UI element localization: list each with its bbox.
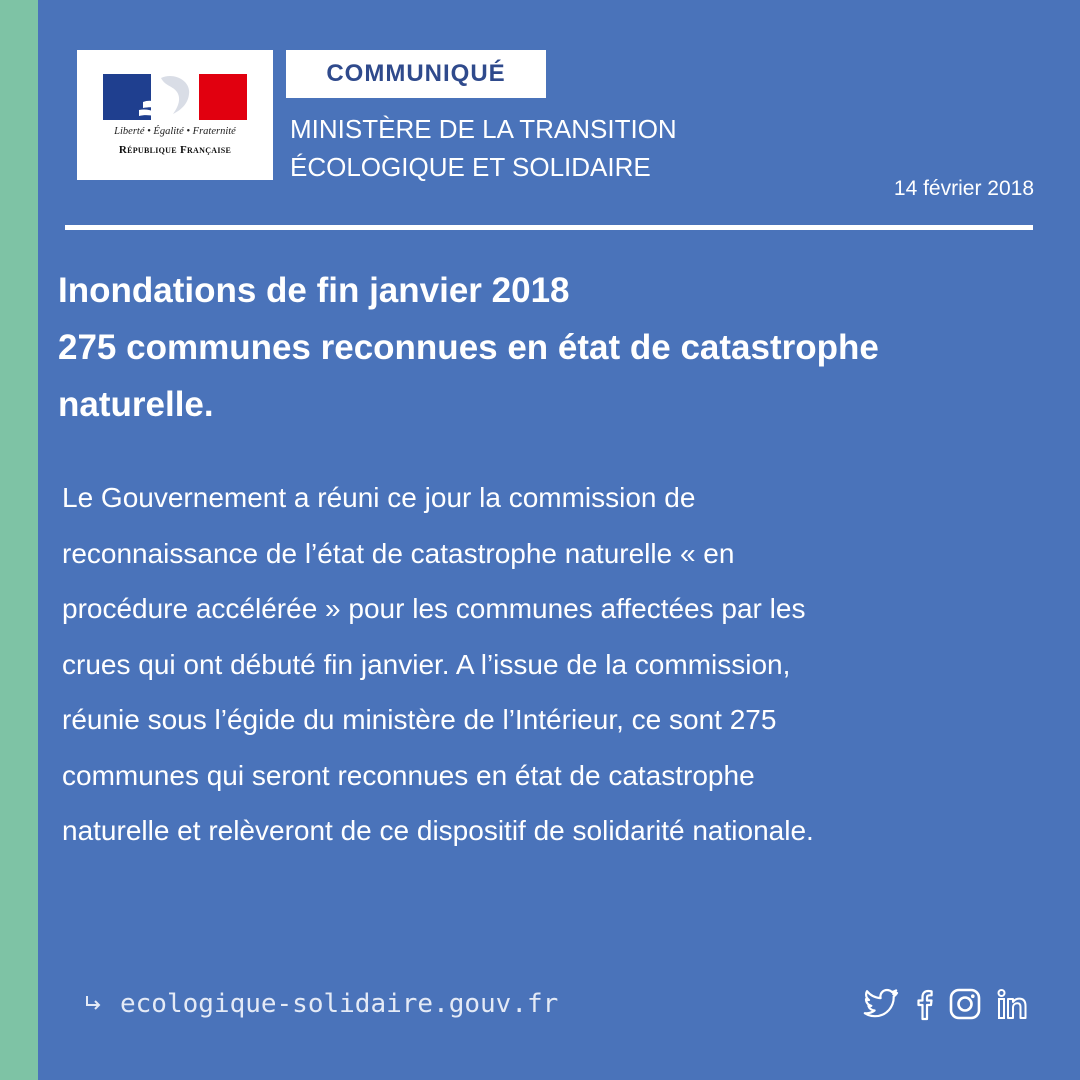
- body-line: réunie sous l’égide du ministère de l’Intérieur, ce sont 275: [62, 704, 777, 735]
- logo-republique-name: République Française: [118, 144, 232, 156]
- body-paragraph: [62, 470, 1022, 859]
- republique-francaise-logo: [77, 50, 273, 180]
- header-divider: [65, 225, 1033, 230]
- headline-line: Inondations de fin janvier 2018: [58, 271, 570, 310]
- twitter-icon[interactable]: [862, 986, 900, 1022]
- headline-line: 275 communes reconnues en état de catastrophe: [58, 328, 879, 367]
- left-accent-stripe: [0, 0, 38, 1080]
- ministry-name: [290, 110, 677, 186]
- marianne-flag-emblem: [103, 74, 247, 120]
- website-link[interactable]: [82, 984, 558, 1024]
- body-line: reconnaissance de l’état de catastrophe naturelle « en: [62, 537, 735, 569]
- instagram-icon[interactable]: [948, 986, 982, 1022]
- headline-line: naturelle.: [58, 385, 214, 424]
- body-line: crues qui ont débuté fin janvier. A l’issue de la commission,: [62, 648, 791, 680]
- ministry-line-1: MINISTÈRE DE LA TRANSITION: [290, 114, 677, 144]
- ministry-line-2: ÉCOLOGIQUE ET SOLIDAIRE: [290, 152, 651, 182]
- body-line: communes qui seront reconnues en état de catastrophe: [62, 759, 755, 791]
- body-line: naturelle et relèveront de ce dispositif de solidarité nationale.: [62, 815, 814, 846]
- logo-motto: Liberté • Égalité • Fraternité: [114, 126, 236, 137]
- publication-date: 14 février 2018: [893, 177, 1034, 200]
- arrow-return-icon: [82, 993, 104, 1015]
- linkedin-icon[interactable]: [996, 986, 1028, 1022]
- social-links: [862, 986, 1028, 1022]
- website-url[interactable]: ecologique-solidaire.gouv.fr: [120, 989, 559, 1019]
- body-line: Le Gouvernement a réuni ce jour la commission de: [62, 482, 696, 513]
- body-line: procédure accélérée » pour les communes affectées par les: [62, 593, 806, 624]
- communique-badge: COMMUNIQUÉ: [286, 50, 546, 98]
- facebook-icon[interactable]: [914, 986, 934, 1022]
- headline: [58, 262, 1018, 433]
